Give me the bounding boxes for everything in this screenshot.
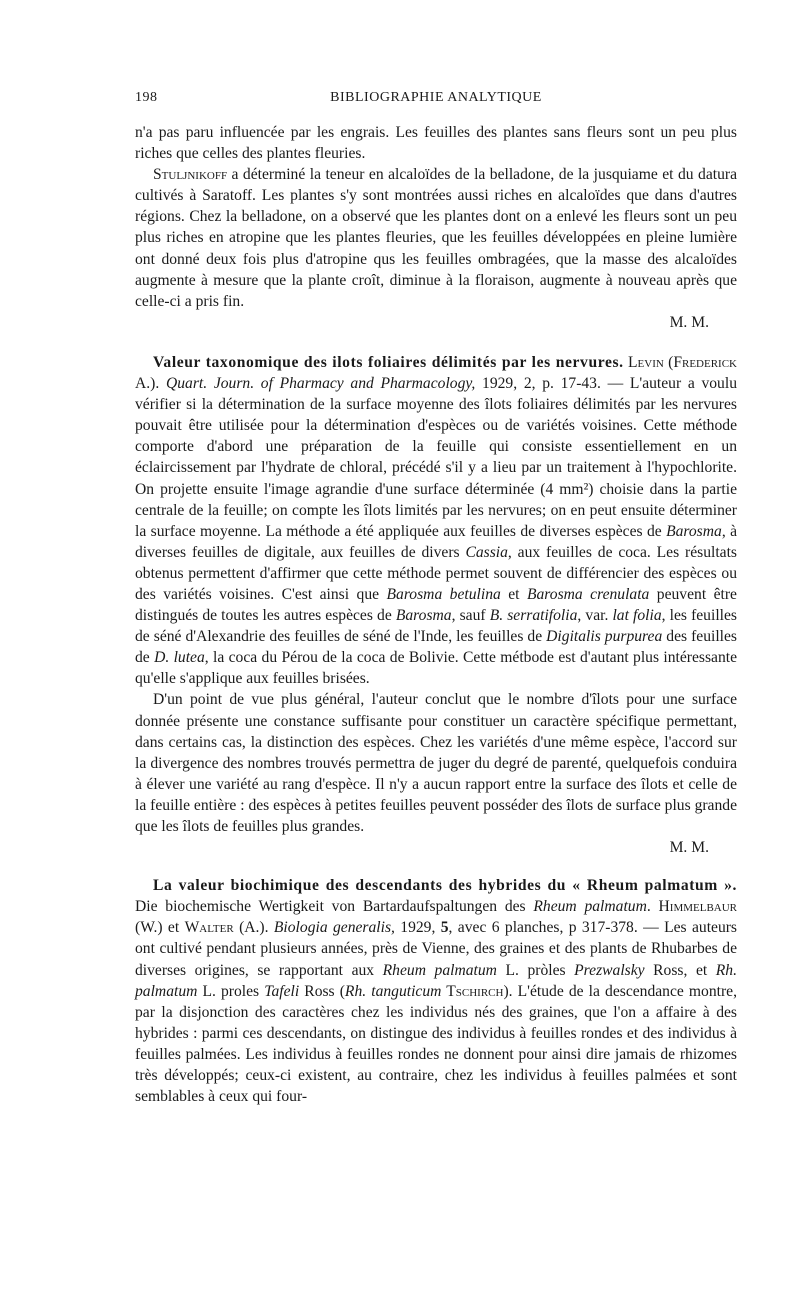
body-text: (A.). xyxy=(233,919,274,937)
page-header xyxy=(135,90,737,112)
running-title: BIBLIOGRAPHIE ANALYTIQUE xyxy=(330,90,542,105)
german-title: Die biochemische Wertigkeit von Bartardaufspaltungen des xyxy=(135,898,534,916)
body-text: , à diverses feuilles de digitale, aux feuilles de divers xyxy=(135,522,738,561)
body-text: Ross ( xyxy=(299,982,345,1000)
paragraph-text: a déterminé la teneur en alcaloïdes de la belladone, de la jusquiame et du datura cultivés à Saratoff. Les plantes s'y sont montrées aussi riches en alcaloïdes que dans d'autres régions. Chez la belladone, on a observé que les plantes dont on a enlevé les fleurs sont un peu plus riches en atropine que les plantes fleuries, que les feuilles développées en pleine lumière ont donné deux fois plus d'atropine qus les feuilles ombragées, que la masse des alcaloïdes augmente à mesure que la plante croît, diminue à la floraison, augmente à nouveau après que celle-ci a pris fin. xyxy=(135,166,737,310)
article-title: Valeur taxonomique des ilots foliaires délimités par les nervures. xyxy=(153,353,624,371)
volume-number: 5 xyxy=(440,919,449,937)
citation: 1929, 2, p. 17-43. — xyxy=(475,375,630,393)
journal-name: Quart. Journ. of Pharmacy and Pharmacology, xyxy=(165,375,476,393)
article-author: Walter xyxy=(184,919,234,937)
body-text: Les auteurs ont cultivé pendant plusieurs années, près de Vienne, des graines et des plants de Rhubarbes de diverses origines, se rapportant aux xyxy=(135,919,738,979)
article-author: Himmelbaur xyxy=(658,898,738,916)
body-text: , les feuilles de séné d'Alexandrie des feuilles de séné de l'Inde, les feuilles de xyxy=(135,607,737,646)
species-name: Rheum palmatum xyxy=(533,898,647,916)
spacer xyxy=(135,858,737,875)
species-name: Prezwalsky xyxy=(574,961,645,979)
species-name: Barosma betulina xyxy=(386,585,501,603)
species-name: Barosma crenulata xyxy=(526,585,650,603)
continued-paragraph: n'a pas paru influencée par les engrais. Les feuilles des plantes sans fleurs sont un peu plus riches que celles des plantes fleuries. xyxy=(135,124,737,163)
body-text: , sauf xyxy=(451,607,490,625)
species-name: B. serratifolia xyxy=(489,607,578,625)
species-name: Cassia xyxy=(465,543,508,561)
article-author: Tschirch xyxy=(441,982,504,1000)
signature: M. M. xyxy=(669,313,709,331)
body-text: L. proles xyxy=(197,982,265,1000)
species-name: D. lutea xyxy=(154,649,205,667)
species-name: Rh. palmatum xyxy=(135,961,738,1000)
signature: M. M. xyxy=(669,839,709,857)
body-text: , aux feuilles de coca. Les résultats obtenus permettent d'affirmer que cette méthode permet souvent de différencier des espèces ou des variétés voisines. C'est ainsi que xyxy=(135,543,737,603)
body-text: L. pròles xyxy=(496,961,575,979)
species-name: Barosma xyxy=(666,522,722,540)
body-text: peuvent être distingués de toutes les autres espèces de xyxy=(135,585,737,625)
species-name: Tafeli xyxy=(264,982,300,1000)
body-text: (W.) et xyxy=(135,919,185,937)
body-text: L'auteur a voulu vérifier si la détermination de la surface moyenne des îlots foliaires délimités par les nervures pouvait être utilisée pour la détermination d'espèces ou de variétés voisines. Cette méthode comporte d'abord une préparation de la feuille qui consiste essentiellement en un éclaircissement par l'hydrate de chloral, précédé s'il y a lieu par un traitement à l'hypochlorite. On projette ensuite l'image agrandie d'une surface déterminée (4 mm²) choisie dans la partie centrale de la feuille; on compte les îlots limités par les nervures; on en peut ensuite déterminer la surface moyenne. La méthode a été appliquée aux feuilles de diverses espèces de xyxy=(135,375,737,540)
article-title: La valeur biochimique des descendants des hybrides du « Rheum palmatum ». xyxy=(153,877,737,895)
spacer xyxy=(135,333,737,352)
stuljnikoff-paragraph xyxy=(135,164,737,312)
species-name: Digitalis purpurea xyxy=(546,628,663,646)
body-text: et xyxy=(500,585,527,603)
page-body xyxy=(135,122,737,1107)
body-text: des feuilles de xyxy=(135,628,737,667)
species-name: Barosma xyxy=(395,607,452,625)
author-name: Stuljnikoff xyxy=(153,166,228,184)
body-text: , la coca du Pérou de la coca de Bolivie. Cette métbode est d'autant plus intéressante qu'elle s'applique aux feuilles brisées. xyxy=(135,649,737,688)
species-name: lat folia xyxy=(612,607,662,625)
body-text: . xyxy=(646,898,659,916)
article-valeur-taxonomique xyxy=(135,352,737,690)
species-name: Rh. tanguticum xyxy=(344,982,442,1000)
body-text: , var. xyxy=(577,607,613,625)
body-text: Ross, et xyxy=(644,961,716,979)
page-number: 198 xyxy=(135,90,158,105)
journal-name: Biologia generalis, xyxy=(273,919,395,937)
species-name: Rheum palmatum xyxy=(382,961,497,979)
body-text: ). L'étude de la descendance montre, par la disjonction des caractères chez les individus nés des graines, que l'on a affaire à des hybrides : parmi ces descendants, on distingue des individus à feuilles rondes et des individus à feuilles palmées. Les individus à feuilles rondes ne donnent pour ainsi dire jamais de rhizomes très développés; ceux-ci existent, au contraire, chez les individus à feuilles palmées et sont semblables à ceux qui four- xyxy=(135,982,737,1106)
article-valeur-biochimique xyxy=(135,875,737,1107)
citation: 1929, xyxy=(394,919,441,937)
citation: , avec 6 planches, p 317-378. — xyxy=(448,919,665,937)
article-author: Levin (Frederick A.). xyxy=(135,353,737,393)
article-conclusion-paragraph: D'un point de vue plus général, l'auteur conclut que le nombre d'îlots pour une surface donnée présente une constance suffisante pour constituer un caractère spécifique permettant, dans certains cas, la distinction des espèces. Chez les variétés d'une même espèce, l'accord sur la divergence des nombres trouvés permettra de juger du degré de parenté, quelquefois conduira à élever une variété au rang d'espèce. Il n'y a aucun rapport entre la surface des îlots et celle de la feuille entière : des espèces à petites feuilles peuvent posséder des îlots de surface plus grande que les îlots de feuilles plus grandes. xyxy=(135,691,737,835)
